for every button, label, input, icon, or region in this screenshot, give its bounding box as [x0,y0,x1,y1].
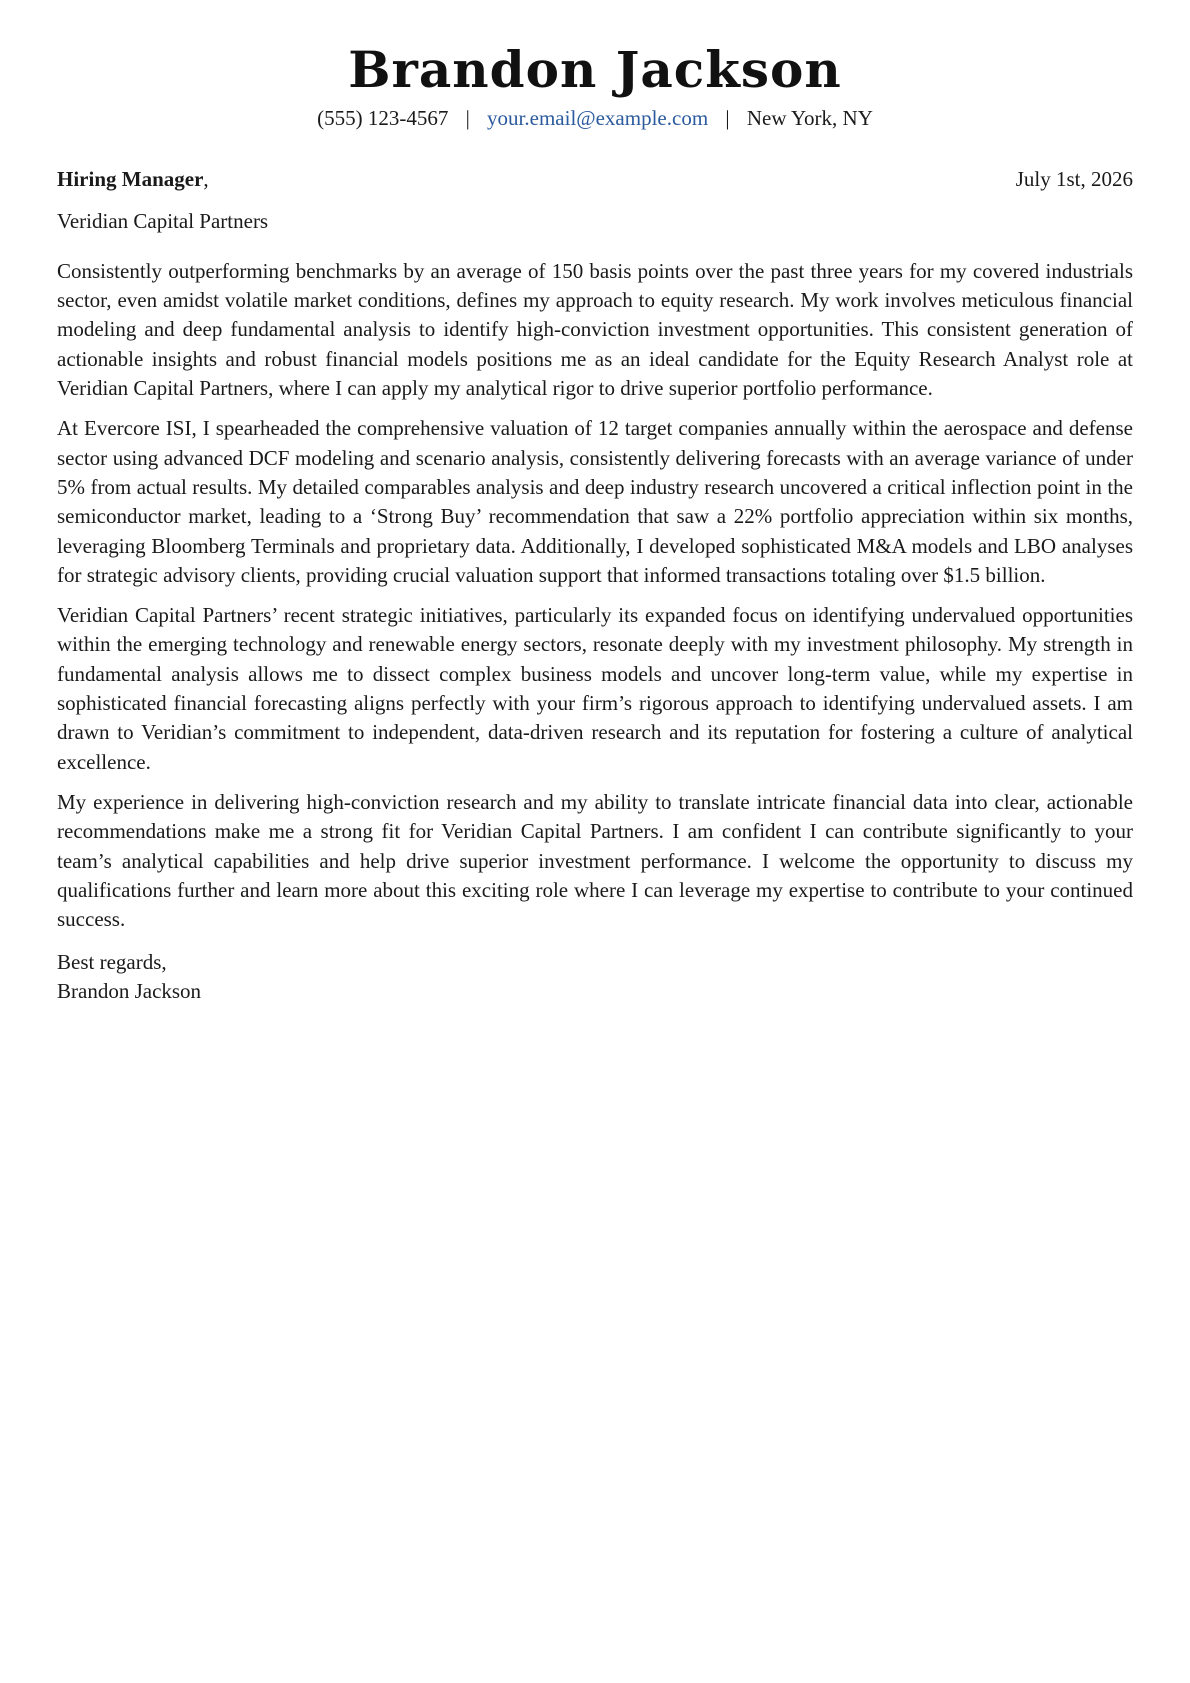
recipient-company: Veridian Capital Partners [57,208,269,233]
body-paragraph-2: At Evercore ISI, I spearheaded the comprehensive valuation of 12 target companies annually within the aerospace and defense sector using advanced DCF modeling and scenario analysis, consistently delivering forecasts with an average variance of under 5% from actual results. My detailed comparables analysis and deep industry research uncovered a critical inflection point in the semiconductor market, leading to a ‘Strong Buy’ recommendation that saw a 22% portfolio appreciation within six months, leveraging Bloomberg Terminals and proprietary data. Additionally, I developed sophisticated M&A models and LBO analyses for strategic advisory clients, providing crucial valuation support that informed transactions totaling over $1.5 billion. [57,416,1133,587]
applicant-name: Brandon Jackson [348,40,842,99]
body-paragraph-1: Consistently outperforming benchmarks by an average of 150 basis points over the past three years for my covered industrials sector, even amidst volatile market conditions, defines my approach to equity research. My work involves meticulous financial modeling and deep fundamental analysis to identify high-conviction investment opportunities. This consistent generation of actionable insights and robust financial models positions me as an ideal candidate for the Equity Research Analyst role at Veridian Capital Partners, where I can apply my analytical rigor to drive superior portfolio performance. [57,258,1133,401]
body-paragraph-4: My experience in delivering high-conviction research and my ability to translate intricate financial data into clear, actionable recommendations make me a strong fit for Veridian Capital Partners. I am confident I can contribute significantly to your team’s analytical capabilities and help drive superior investment performance. I welcome the opportunity to discuss my qualifications further and learn more about this exciting role where I can leverage my expertise to contribute to your continued success. [57,789,1133,932]
recipient-comma: , [203,167,209,192]
email-link[interactable]: your.email@example.com [487,106,709,130]
letter-date: July 1st, 2026 [1015,167,1133,192]
recipient-title: Hiring Manager [57,167,204,192]
location: New York, NY [746,106,873,130]
body-paragraph-3: Veridian Capital Partners’ recent strategic initiatives, particularly its expanded focus on identifying undervalued opportunities within the emerging technology and renewable energy sectors, resonate deeply with my investment philosophy. My strength in fundamental analysis allows me to dissect complex business models and uncover long-term value, while my expertise in sophisticated financial forecasting aligns perfectly with your firm’s rigorous approach to identifying undervalued assets. I am drawn to Veridian’s commitment to independent, data-driven research and its reputation for fostering a culture of analytical excellence. [57,603,1133,774]
contact-line [57,105,1133,132]
letter-closing [57,948,1133,1006]
contact-separator: | [725,106,730,130]
contact-separator: | [465,106,470,130]
letter-body [57,257,1133,935]
recipient-line [57,166,209,193]
closing-salutation: Best regards, [57,950,167,975]
recipient-date-row [57,166,1133,193]
phone-number: (555) 123-4567 [317,106,449,130]
closing-signature: Brandon Jackson [57,979,202,1004]
